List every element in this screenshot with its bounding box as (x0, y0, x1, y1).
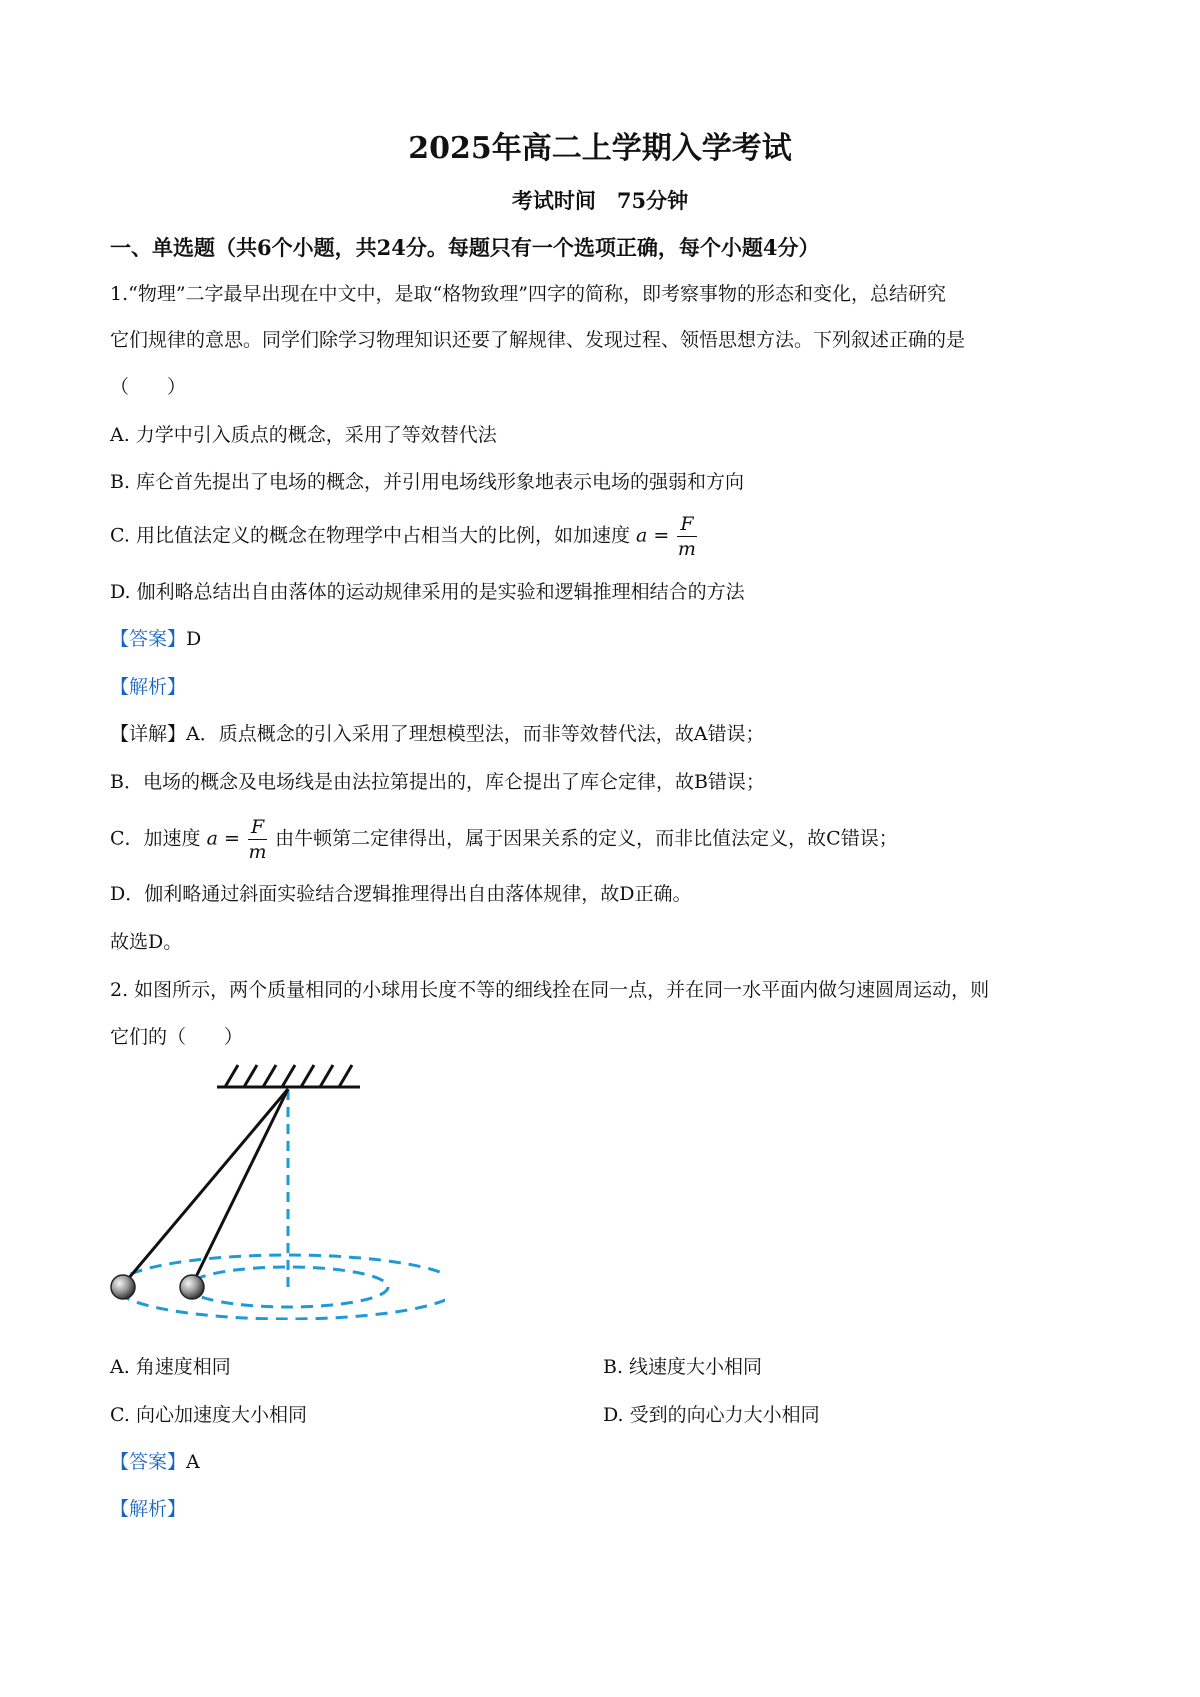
formula2-eq: = (223, 827, 240, 850)
q1-option-c-text: C. 用比值法定义的概念在物理学中占相当大的比例，如加速度 (110, 524, 630, 547)
exam-time: 考试时间 75分钟 (511, 188, 689, 213)
q1-option-b: B. 库仑首先提出了电场的概念，并引用电场线形象地表示电场的强弱和方向 (110, 471, 745, 493)
q2-option-d: D. 受到的向心力大小相同 (603, 1404, 820, 1426)
q2-answer-tag: 【答案】 (110, 1451, 187, 1473)
q2-option-a: A. 角速度相同 (110, 1356, 231, 1378)
analysis-tag: 【解析】 (110, 676, 187, 698)
q1-detail-d: D．伽利略通过斜面实验结合逻辑推理得出自由落体规律，故D正确。 (110, 883, 692, 905)
q1-option-c (110, 512, 699, 561)
q1-option-d: D. 伽利略总结出自由落体的运动规律采用的是实验和逻辑推理相结合的方法 (110, 581, 745, 603)
section-heading: 一、单选题（共6个小题，共24分。每题只有一个选项正确，每个小题4分） (110, 235, 820, 260)
formula-denominator: m (677, 538, 696, 560)
outer-orbit (116, 1255, 445, 1319)
inner-ball (180, 1275, 204, 1299)
q1-stem-line1: 1.“物理”二字最早出现在中文中，是取“格物致理”四字的简称，即考察事物的形态和变化，总结研究 (110, 283, 946, 305)
formula2-denominator: m (248, 841, 267, 863)
detail-a-text: A．质点概念的引入采用了理想模型法，而非等效替代法，故A错误； (186, 723, 765, 745)
q2-analysis-tag: 【解析】 (110, 1498, 187, 1520)
formula-lhs: a (636, 524, 648, 547)
detail-c-pre: C．加速度 (110, 827, 201, 850)
detail-tag: 【详解】 (110, 723, 187, 745)
q1-conclusion: 故选D。 (110, 931, 183, 953)
q1-detail-c (110, 815, 898, 864)
answer-tag: 【答案】 (110, 628, 187, 650)
q2-option-c: C. 向心加速度大小相同 (110, 1404, 307, 1426)
exam-title: 2025年高二上学期入学考试 (408, 131, 792, 166)
formula-fraction (677, 512, 696, 561)
q2-stem-line2: 它们的（ ） (110, 1026, 244, 1048)
formula2-lhs: a (206, 827, 218, 850)
conical-pendulum-figure (105, 1060, 445, 1320)
ceiling-support (217, 1065, 360, 1087)
q2-answer (110, 1450, 200, 1474)
q1-detail-a (110, 722, 764, 746)
q1-paren: （ ） (110, 376, 187, 398)
formula2-fraction (248, 815, 267, 864)
q2-answer-value: A (186, 1451, 200, 1473)
q1-stem-line2: 它们规律的意思。同学们除学习物理知识还要了解规律、发现过程、领悟思想方法。下列叙述正确的是 (110, 329, 966, 351)
q1-analysis-tag (110, 675, 186, 699)
q1-answer (110, 627, 201, 651)
formula2-numerator: F (248, 815, 267, 840)
q2-analysis (110, 1497, 186, 1521)
q2-option-b: B. 线速度大小相同 (603, 1356, 763, 1378)
answer-value: D (186, 628, 202, 650)
formula-numerator: F (677, 512, 696, 537)
q2-stem-line1: 2. 如图所示，两个质量相同的小球用长度不等的细线拴在同一点，并在同一水平面内做匀速圆周运动，则 (110, 979, 990, 1001)
detail-c-post: 由牛顿第二定律得出，属于因果关系的定义，而非比值法定义，故C错误； (275, 827, 898, 850)
outer-ball (111, 1275, 135, 1299)
formula-eq: = (653, 524, 670, 547)
q1-option-a: A. 力学中引入质点的概念，采用了等效替代法 (110, 424, 497, 446)
q1-detail-b: B．电场的概念及电场线是由法拉第提出的，库仑提出了库仑定律，故B错误； (110, 771, 765, 793)
